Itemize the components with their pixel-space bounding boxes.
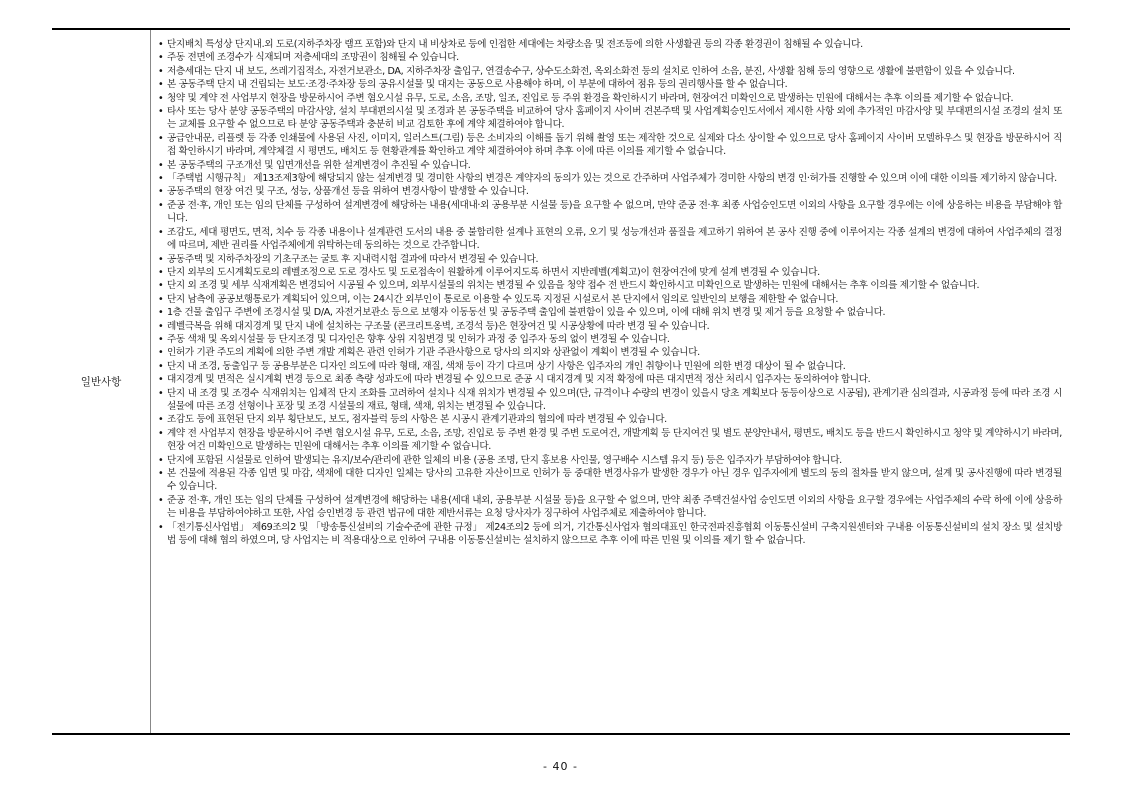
list-item: • 준공 전·후, 개인 또는 임의 단체를 구성하여 설계변경에 해당하는 내용(세대내·외 공용부분 시설물 등)을 요구할 수 없으며, 만약 준공 전·후 최종 사업승인도면 이외의 사항을 요구할 경우에는 이에 상응하는 비용을 부담해야 합니다. — [157, 199, 1062, 226]
list-item: • 조감도, 세대 평면도, 면적, 치수 등 각종 내용이나 설계관련 도서의 내용 중 불합리한 설계나 표현의 오류, 오기 및 성능개선과 품질을 제고하기 위하여 본 공사 진행 중에 이루어지는 각종 설계의 변경에 대하여 사업주체의 결정에 따르며, 제반 권리를 사업주체에게 위탁하는데 동의하는 것으로 간주합니다. — [157, 226, 1062, 253]
list-item: • 단지배치 특성상 단지내.외 도로(지하주차장 램프 포함)와 단지 내 비상차로 등에 인접한 세대에는 차량소음 및 전조등에 의한 사생활권 등의 각종 환경권이 침해될 수 있습니다. — [157, 38, 1062, 51]
list-item: • 단지 내 조경 및 조경수 식재위치는 입체적 단지 조화를 고려하여 설치나 식재 위치가 변경될 수 있으며(단, 규격이나 수량의 변경이 있을시 당초 계획보다 동등이상으로 시공됨), 관계기관 심의결과, 시공과정 등에 따라 조경 시설물에 따른 조경 선형이나 포장 및 조경 시설물의 재료, 형태, 색채, 위치는 변경될 수 있습니다. — [157, 387, 1062, 414]
list-item: • 「주택법 시행규칙」 제13조제3항에 해당되지 않는 설계변경 및 경미한 사항의 변경은 계약자의 동의가 있는 것으로 간주하며 사업주체가 경미한 사항의 변경 인·허가를 진행할 수 있으며 이에 대한 이의를 제기하지 않습니다. — [157, 172, 1062, 185]
list-item: • 단지 남측에 공공보행통로가 계획되어 있으며, 이는 24시간 외부인이 통로로 이용할 수 있도록 지정된 시설로서 본 단지에서 임의로 일반인의 보행을 제한할 수 없습니다. — [157, 293, 1062, 306]
list-item: • 「전기통신사업법」 제69조의2 및 「방송통신설비의 기술수준에 관한 규정」 제24조의2 등에 의거, 기간통신사업자 협의대표인 한국전파진흥협회 이동통신설비 구축지원센터와 구내용 이동통신설비의 설치 장소 및 설치방법 등에 대해 협의 하였으며, 당 사업지는 비 적용대상으로 인하여 구내용 이동통신설비는 설치하지 않으므로 추후 이에 따른 민원 및 이의를 제기 할 수 없습니다. — [157, 521, 1062, 548]
list-item: • 단지 내 조경, 동출입구 등 공용부분은 디자인 의도에 따라 형태, 재질, 색채 등이 각기 다르며 상기 사항은 입주자의 개인 취향이나 민원에 의한 변경 대상이 될 수 없습니다. — [157, 360, 1062, 373]
list-item: • 주동 전면에 조경수가 식재되며 저층세대의 조망권이 침해될 수 있습니다. — [157, 51, 1062, 64]
list-item: • 본 공동주택 단지 내 건립되는 보도·조경·주차장 등의 공유시설물 및 대지는 공동으로 사용해야 하며, 이 부분에 대하여 점유 등의 권리행사를 할 수 없습니다. — [157, 78, 1062, 91]
list-item: • 주동 색채 및 옥외시설물 등 단지조경 및 디자인은 향후 상위 지침변경 및 인허가 과정 중 입주자 동의 없이 변경될 수 있습니다. — [157, 333, 1062, 346]
list-item: • 준공 전·후, 개인 또는 임의 단체를 구성하여 설계변경에 해당하는 내용(세대 내외, 공용부분 시설물 등)을 요구할 수 없으며, 만약 최종 주택건설사업 승인도면 이외의 사항을 요구할 경우에는 사업주체의 수락 하에 이에 상응하는 비용을 부담하여야하고 또한, 사업 승인변경 등 관련 법규에 대한 제반서류는 요청 당사자가 징구하여 사업주체로 제출하여야 합니다. — [157, 494, 1062, 521]
list-item: • 청약 및 계약 전 사업부지 현장을 방문하시어 주변 혐오시설 유무, 도로, 소음, 조망, 일조, 진입로 등 주위 환경을 확인하시기 바라며, 현장여건 미확인으로 발생하는 민원에 대해서는 추후 이의를 제기할 수 없습니다. — [157, 92, 1062, 105]
section-content — [151, 30, 1070, 733]
notice-table — [52, 28, 1070, 735]
notice-list — [157, 38, 1062, 547]
list-item: • 단지에 포함된 시설물로 인하여 발생되는 유지/보수/관리에 관한 일체의 비용 (공용 조명, 단지 홍보용 사인물, 영구배수 시스템 유지 등) 등은 입주자가 부담하여야 합니다. — [157, 454, 1062, 467]
list-item: • 레벨극복을 위해 대지경계 및 단지 내에 설치하는 구조물 (콘크리트옹벽, 조경석 등)은 현장여건 및 시공상황에 따라 변경 될 수 있습니다. — [157, 320, 1062, 333]
list-item: • 본 건물에 적용된 각종 입면 및 마감, 색채에 대한 디자인 일체는 당사의 고유한 자산이므로 인허가 등 중대한 변경사유가 발생한 경우가 아닌 경우 입주자에게 별도의 동의 절차를 받지 않으며, 설계 및 공사진행에 따라 변경될 수 있습니다. — [157, 467, 1062, 494]
list-item: • 공동주택의 현장 여건 및 구조, 성능, 상품개선 등을 위하여 변경사항이 발생할 수 있습니다. — [157, 185, 1062, 198]
section-label: 일반사항 — [52, 30, 151, 733]
list-item: • 계약 전 사업부지 현장을 방문하시어 주변 혐오시설 유무, 도로, 소음, 조망, 진입로 등 주변 환경 및 주변 도로여건, 개발계획 등 단지여건 및 별도 분양안내서, 평면도, 배치도 등을 반드시 확인하시고 청약 및 계약하시기 바라며, 현장 여건 미확인으로 발생하는 민원에 대해서는 추후 이의를 제기할 수 없습니다. — [157, 427, 1062, 454]
list-item: • 타사 또는 당사 분양 공동주택의 마감사양, 설치 부대편의시설 및 조경과 본 공동주택을 비교하여 당사 홈페이지 사이버 견본주택 및 사업계획승인도서에서 제시한 사항 외에 추가적인 마감사양 및 부대편의시설 조경의 설치 또는 교체를 요구할 수 없으므로 타 분양 공동주택과 충분히 비교 검토한 후에 계약 체결하여야 합니다. — [157, 105, 1062, 132]
list-item: • 공급안내문, 리플렛 등 각종 인쇄물에 사용된 사진, 이미지, 일러스트(그림) 등은 소비자의 이해를 돕기 위해 촬영 또는 제작한 것으로 실제와 다소 상이할 수 있으므로 당사 홈페이지 사이버 모델하우스 및 현장을 방문하시어 직접 확인하시기 바라며, 계약체결 시 평면도, 배치도 등 현황관계를 확인하고 계약 체결하여야 하며 추후 이에 따른 이의를 제기할 수 없습니다. — [157, 132, 1062, 159]
list-item: • 단지 외 조경 및 세부 식재계획은 변경되어 시공될 수 있으며, 외부시설물의 위치는 변경될 수 있음을 청약 접수 전 반드시 확인하시고 미확인으로 발생하는 민원에 대해서는 추후 이의를 제기할 수 없습니다. — [157, 279, 1062, 292]
list-item: • 단지 외부의 도시계획도로의 레벨조정으로 도로 경사도 및 도로접속이 원활하게 이루어지도록 하면서 지반레벨(계획고)이 현장여건에 맞게 설계 변경될 수 있습니다. — [157, 266, 1062, 279]
page-number: - 40 - — [543, 760, 578, 773]
list-item: • 공동주택 및 지하주차장의 기초구조는 굴토 후 지내력시험 결과에 따라서 변경될 수 있습니다. — [157, 253, 1062, 266]
list-item: • 조감도 등에 표현된 단지 외부 횡단보도, 보도, 점자블럭 등의 사항은 본 시공시 관계기관과의 협의에 따라 변경될 수 있습니다. — [157, 413, 1062, 426]
list-item: • 저층세대는 단지 내 보도, 쓰레기집적소, 자전거보관소, DA, 지하주차장 출입구, 연결송수구, 상수도소화전, 옥외소화전 등의 설치로 인하여 소음, 분진, 사생활 침해 등의 영향으로 생활에 불편함이 있을 수 있습니다. — [157, 65, 1062, 78]
list-item: • 대지경계 및 면적은 실시계획 변경 등으로 최종 측량 성과도에 따라 변경될 수 있으므로 준공 시 대지경계 및 지적 확정에 따른 대지면적 정산 처리시 입주자는 동의하여야 합니다. — [157, 373, 1062, 386]
list-item: • 본 공동주택의 구조개선 및 입면개선을 위한 설계변경이 추진될 수 있습니다. — [157, 159, 1062, 172]
list-item: • 인허가 기관 주도의 계획에 의한 주변 개발 계획은 관련 인허가 기관 주관사항으로 당사의 의지와 상관없이 계획이 변경될 수 있습니다. — [157, 346, 1062, 359]
list-item: • 1층 건물 출입구 주변에 조경시설 및 D/A, 자전거보관소 등으로 보행자 이동동선 및 공동주택 출입에 불편함이 있을 수 있으며, 이에 대해 위치 변경 및 제거 등을 요청할 수 없습니다. — [157, 306, 1062, 319]
